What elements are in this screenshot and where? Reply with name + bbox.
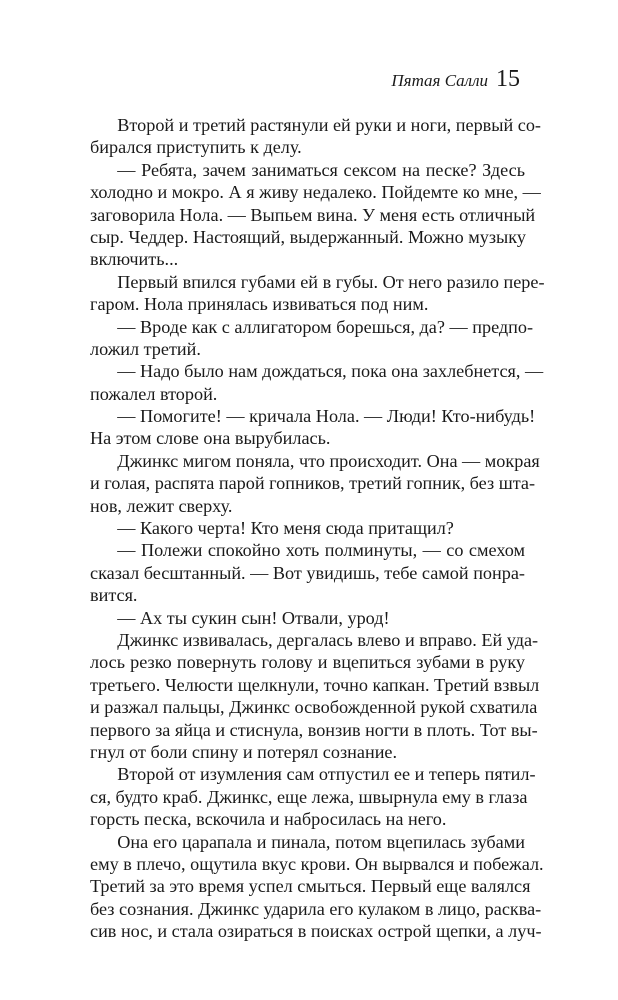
text-line: — Помогите! — кричала Нола. — Люди! Кто-нибудь!	[117, 406, 536, 427]
text-line: без сознания. Джинкс ударила его кулаком в лицо, расква-	[90, 898, 542, 919]
body-text	[90, 114, 545, 942]
text-line: сказал бесштанный. — Вот увидишь, тебе самой понра-	[90, 562, 525, 583]
text-line: нов, лежит сверху.	[90, 495, 233, 516]
text-line: первого за яйца и стиснула, вонзив ногти в плоть. Тот вы-	[90, 719, 538, 740]
text-line: — Ребята, зачем заниматься сексом на песке? Здесь	[117, 159, 525, 180]
running-title: Пятая Салли	[391, 71, 488, 90]
text-line: ему в плечо, ощутила вкус крови. Он вырвался и побежал.	[90, 853, 544, 874]
text-line: гаром. Нола принялась извиваться под ним.	[90, 294, 429, 315]
text-line: Первый впился губами ей в губы. От него разило пере-	[117, 271, 545, 292]
text-line: и разжал пальцы, Джинкс освобожденной рукой схватила	[90, 697, 538, 718]
text-line: — Вроде как с аллигатором борешься, да? — предпо-	[117, 316, 534, 337]
text-line: На этом слове она вырубилась.	[90, 428, 331, 449]
text-line: ложил третий.	[90, 338, 201, 359]
text-line: гнул от боли спину и потерял сознание.	[90, 741, 398, 762]
text-line: сыр. Чеддер. Настоящий, выдержанный. Можно музыку	[90, 226, 526, 247]
text-line: третьего. Челюсти щелкнули, точно капкан. Третий взвыл	[90, 674, 540, 695]
text-line: — Полежи спокойно хоть полминуты, — со смехом	[117, 540, 525, 561]
running-head	[391, 66, 520, 93]
text-line: заговорила Нола. — Выпьем вина. У меня есть отличный	[90, 204, 536, 225]
text-line: ся, будто краб. Джинкс, еще лежа, швырнула ему в глаза	[90, 786, 528, 807]
text-line: Второй от изумления сам отпустил ее и теперь пятил-	[117, 764, 536, 785]
text-line: бирался приступить к делу.	[90, 137, 302, 158]
text-line: горсть песка, вскочила и набросилась на него.	[90, 809, 447, 830]
text-line: холодно и мокро. А я живу недалеко. Пойдемте ко мне, —	[90, 182, 541, 203]
text-line: Джинкс извивалась, дергалась влево и вправо. Ей уда-	[117, 629, 539, 650]
text-line: пожалел второй.	[90, 383, 218, 404]
text-line: Второй и третий растянули ей руки и ноги, первый со-	[117, 115, 541, 135]
text-line: включить...	[90, 249, 179, 270]
text-line: — Какого черта! Кто меня сюда притащил?	[117, 518, 454, 539]
text-line: вится.	[90, 585, 138, 606]
text-line: Третий за это время успел смыться. Первый еще валялся	[90, 876, 531, 897]
text-line: — Ах ты сукин сын! Отвали, урод!	[117, 607, 390, 628]
text-line: и голая, распята парой гопников, третий гопник, без шта-	[90, 473, 536, 494]
text-line: лось резко повернуть голову и вцепиться зубами в руку	[90, 652, 525, 673]
text-line: сив нос, и стала озираться в поисках острой щепки, а луч-	[90, 921, 542, 942]
text-line: — Надо было нам дождаться, пока она захлебнется, —	[117, 361, 544, 382]
text-line: Джинкс мигом поняла, что происходит. Она — мокрая	[117, 450, 540, 471]
text-line: Она его царапала и пинала, потом вцепилась зубами	[117, 831, 525, 852]
page-number: 15	[496, 66, 520, 92]
